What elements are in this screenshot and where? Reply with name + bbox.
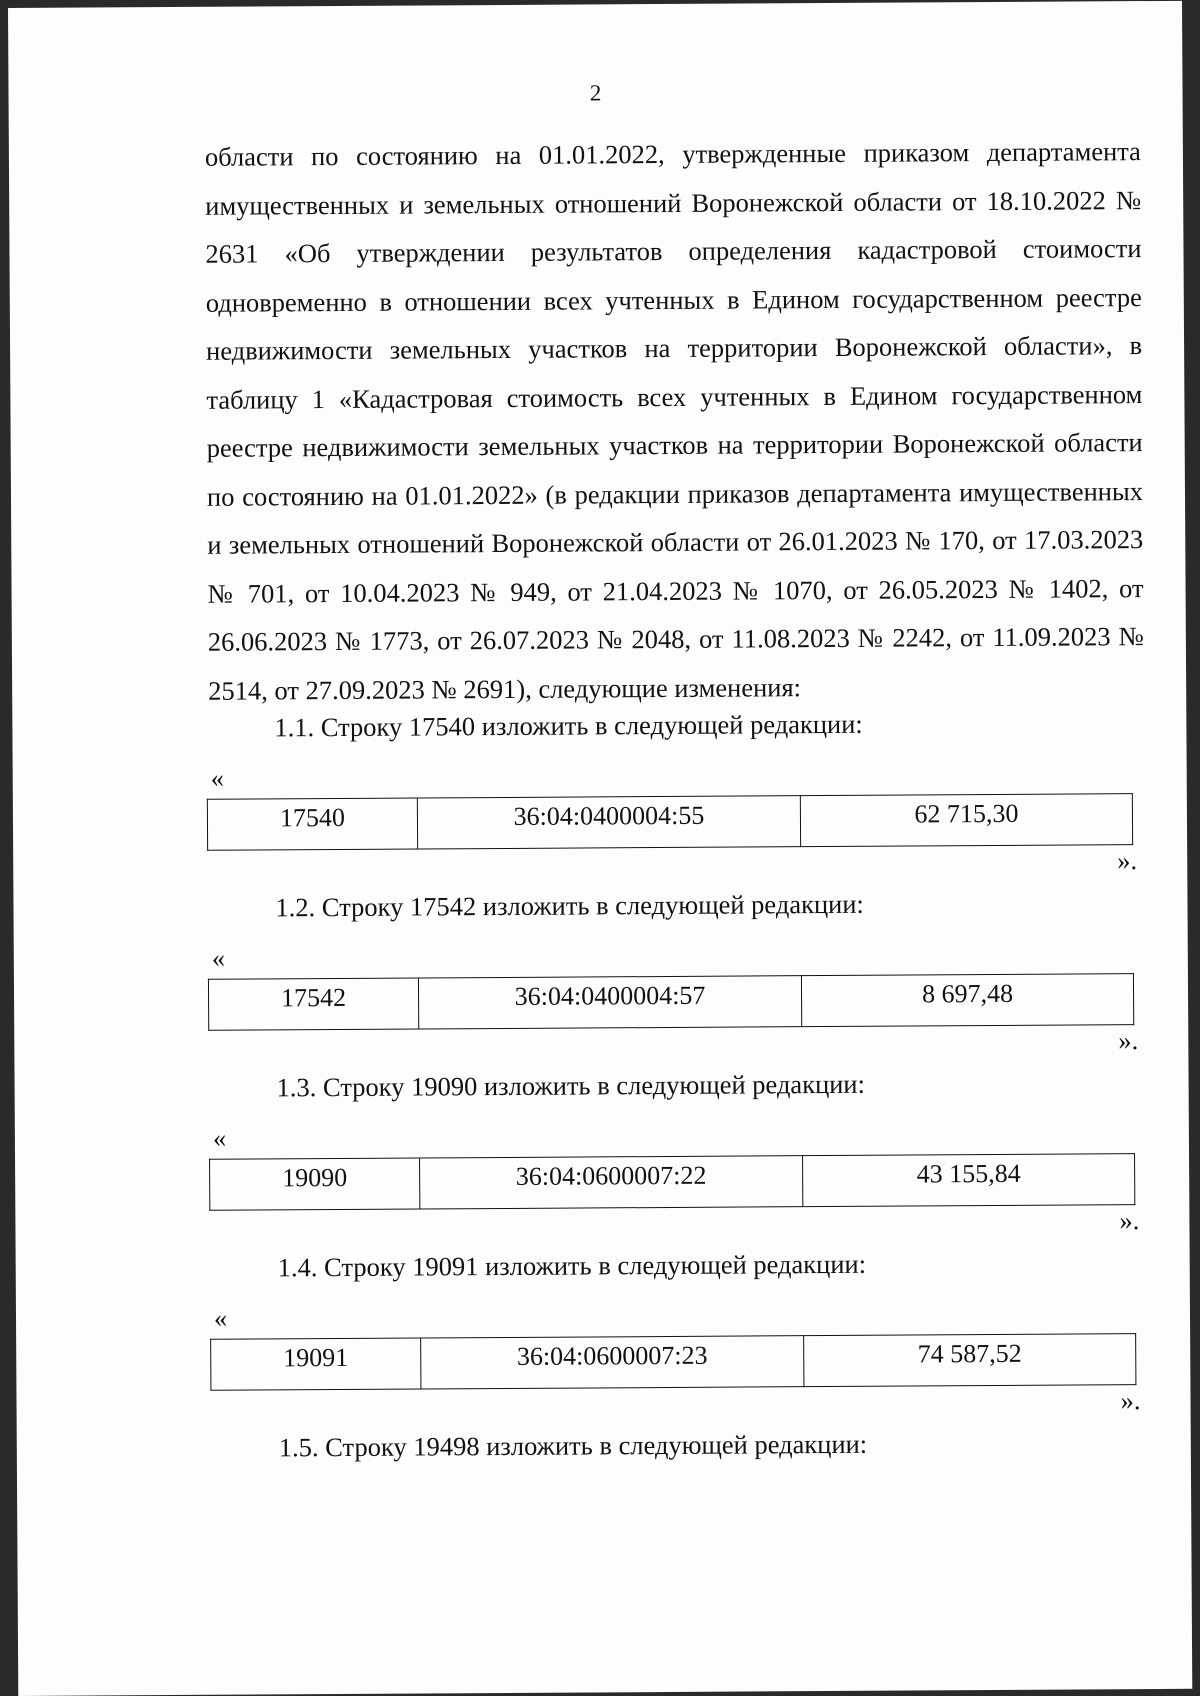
cadastral-value-cell: 43 155,84 <box>803 1154 1135 1207</box>
opening-quote: « <box>210 762 225 793</box>
opening-quote: « <box>213 1302 228 1333</box>
item-1-1-text: 1.1. Строку 17540 изложить в следующей редакции: <box>274 708 863 743</box>
cadastral-number-cell: 36:04:0400004:57 <box>418 976 801 1029</box>
intro-paragraph: области по состоянию на 01.01.2022, утвержденные приказом департамента имущественных и земельных отношений Воронежской области от 18.10.2022 № 2631 «Об утверждении результатов определения кадастровой стоимости одновременно в отношении всех учтенных в Едином государственном реестре недвижимости земельных участков на территории Воронежской области», в таблицу 1 «Кадастровая стоимость всех учтенных в Едином государственном реестре недвижимости земельных участков на территории Воронежской области по состоянию на 01.01.2022» (в редакции приказов департамента имущественных и земельных отношений Воронежской области от 26.01.2023 № 170, от 17.03.2023 № 701, от 10.04.2023 № 949, от 21.04.2023 № 1070, от 26.05.2023 № 1402, от 26.06.2023 № 1773, от 26.07.2023 № 2048, от 11.08.2023 № 2242, от 11.09.2023 № 2514, от 27.09.2023 № 2691), следующие изменения: <box>204 136 1144 706</box>
item-1-3-text: 1.3. Строку 19090 изложить в следующей редакции: <box>276 1068 866 1103</box>
closing-quote: ». <box>1118 1025 1139 1056</box>
table-row <box>207 793 1133 851</box>
table-row <box>210 1333 1136 1391</box>
cadastral-number-cell: 36:04:0600007:23 <box>421 1336 804 1389</box>
document-page <box>8 1 1192 1696</box>
cadastral-number-cell: 36:04:0600007:22 <box>420 1156 803 1209</box>
item-1-2-text: 1.2. Строку 17542 изложить в следующей редакции: <box>275 888 864 923</box>
cadastral-value-cell: 74 587,52 <box>804 1334 1136 1387</box>
row-number-cell: 19090 <box>210 1158 420 1210</box>
closing-quote: ». <box>1120 1385 1141 1416</box>
table-row <box>208 973 1134 1031</box>
opening-quote: « <box>212 1122 227 1153</box>
cadastral-value-cell: 8 697,48 <box>801 974 1133 1027</box>
item-1-4-text: 1.4. Строку 19091 изложить в следующей редакции: <box>277 1248 867 1283</box>
row-number-cell: 17540 <box>207 798 417 850</box>
page-number: 2 <box>589 80 602 106</box>
table-row <box>209 1153 1135 1211</box>
cadastral-number-cell: 36:04:0400004:55 <box>417 796 800 849</box>
row-number-cell: 17542 <box>208 978 418 1030</box>
item-1-5-text: 1.5. Строку 19498 изложить в следующей редакции: <box>278 1428 868 1463</box>
cadastral-value-cell: 62 715,30 <box>800 794 1132 847</box>
closing-quote: ». <box>1117 845 1138 876</box>
opening-quote: « <box>211 942 226 973</box>
row-number-cell: 19091 <box>211 1338 421 1390</box>
closing-quote: ». <box>1119 1205 1140 1236</box>
